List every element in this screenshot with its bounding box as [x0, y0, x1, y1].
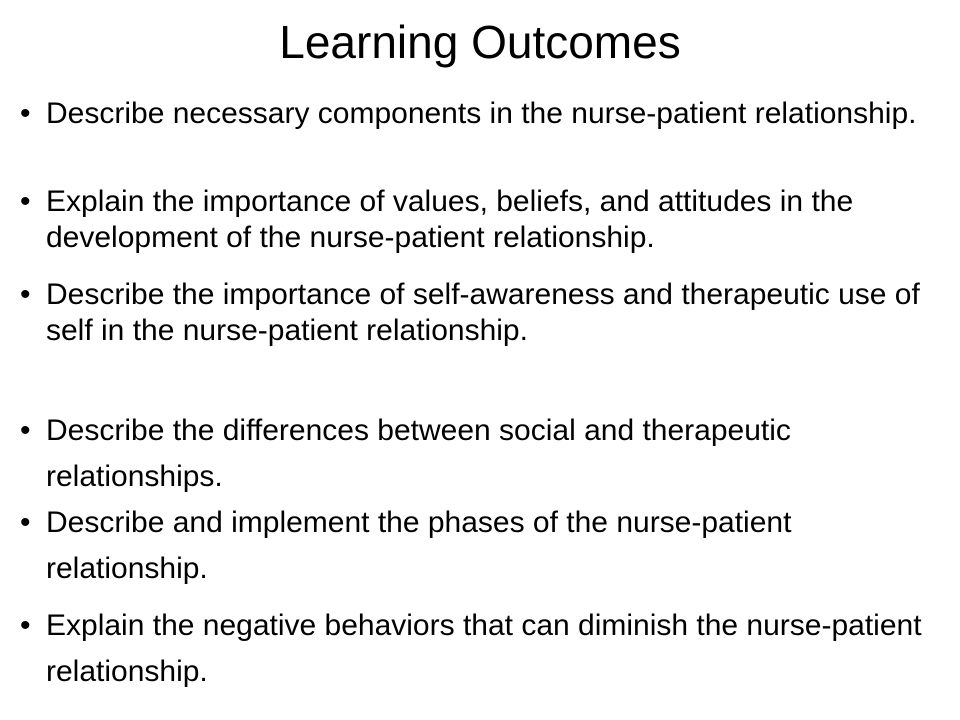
list-item-text: Describe the differences between social and therapeutic relationships. — [46, 414, 791, 493]
list-item — [20, 96, 950, 132]
list-item-text: Explain the importance of values, beliefs, and attitudes in the development of the nurse-patient relationship. — [46, 185, 854, 254]
bullet-icon: • — [20, 185, 31, 218]
bullet-icon: • — [20, 414, 31, 447]
list-item — [20, 408, 950, 500]
list-item-text: Describe and implement the phases of the nurse-patient relationship. — [46, 506, 792, 585]
list-item — [20, 184, 950, 256]
bullet-icon: • — [20, 609, 31, 642]
list-item-text: Explain the negative behaviors that can diminish the nurse-patient relationship. — [46, 609, 922, 688]
slide-title: Learning Outcomes — [279, 16, 681, 68]
bullet-icon: • — [20, 506, 31, 539]
list-item-text: Describe necessary components in the nurse-patient relationship. — [46, 97, 917, 130]
bullet-icon: • — [20, 278, 31, 311]
list-item — [20, 277, 950, 349]
list-item — [20, 603, 950, 695]
list-item — [20, 500, 950, 592]
list-item-text: Describe the importance of self-awareness and therapeutic use of self in the nurse-patient relationship. — [46, 278, 920, 347]
bullet-icon: • — [20, 97, 31, 130]
